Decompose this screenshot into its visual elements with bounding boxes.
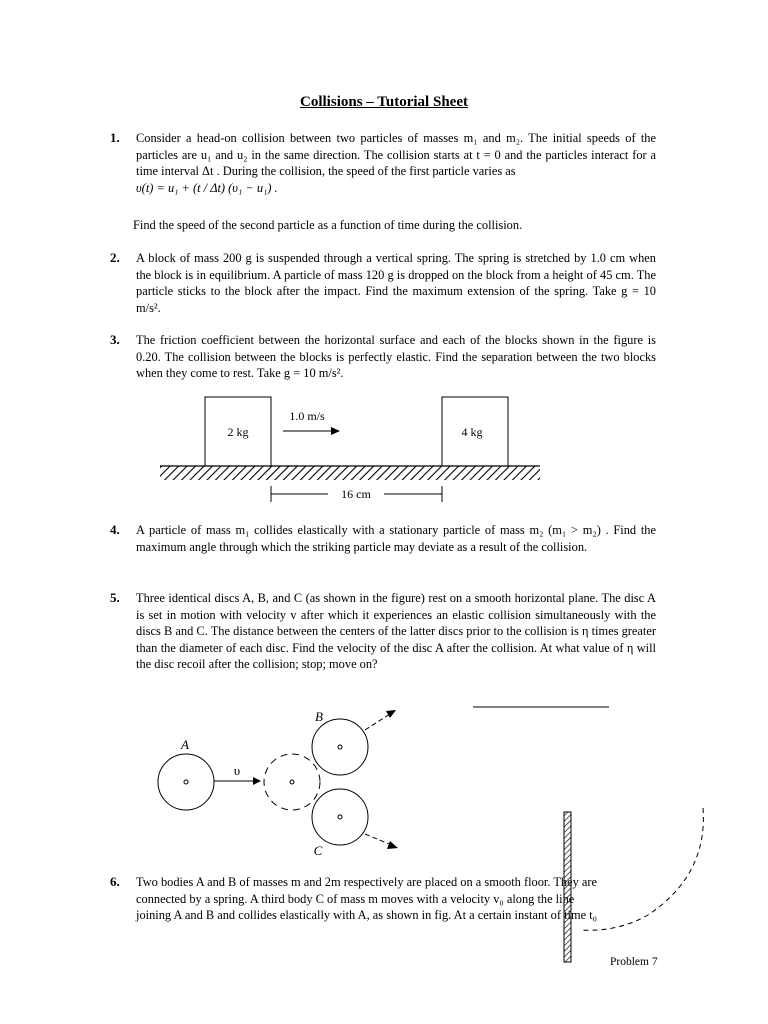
ground-hatch — [160, 466, 540, 480]
disc-a-center — [184, 780, 188, 784]
velocity-arrowhead — [331, 427, 340, 435]
problem-2-number: 2. — [110, 250, 120, 265]
problem-6-line-2: connected by a spring. A third body C of mass m moves with a velocity v₀ along the line — [136, 892, 575, 906]
problem-4-number: 4. — [110, 522, 120, 537]
trajectory-curve — [582, 808, 703, 930]
problem-7-caption: Problem 7 — [610, 956, 658, 968]
discs-figure — [150, 700, 410, 865]
disc-c-label: C — [313, 843, 323, 858]
problem-4-text: A particle of mass m₁ collides elastically with a stationary particle of mass m₂ (m₁ > m₂) . Find the maximum angle through which the striking particle may deviate as a result of the collision. — [136, 523, 656, 554]
problem-1-text: Consider a head-on collision between two particles of masses m₁ and m₂. The initial speeds of the particles are u₁ and u₂ in the same direction. The collision starts at t = 0 and the particles interact for a time interval Δt . During the collision, the speed of the first particle varies as — [136, 131, 656, 179]
problem-5-text: Three identical discs A, B, and C (as shown in the figure) rest on a smooth horizontal plane. The disc A is set in motion with velocity v after which it experiences an elastic collision simultaneously with the discs B and C. The distance between the centers of the latter discs prior to the collision is η times greater than the diameter of each disc. Find the velocity of the disc A after the collision. At what value of η will the disc recoil after the collision; stop; move on? — [136, 591, 656, 672]
disc-b-label: B — [315, 709, 323, 724]
disc-a-velocity-arrowhead — [253, 777, 261, 785]
disc-a-collision-center — [290, 780, 294, 784]
problem-3-text: The friction coefficient between the horizontal surface and each of the blocks shown in the figure is 0.20. The collision between the blocks is perfectly elastic. Find the separation between the two blocks when they come to rest. Take g = 10 m/s². — [136, 333, 656, 381]
distance-label: 16 cm — [341, 487, 371, 501]
disc-a — [158, 754, 214, 810]
disc-a-collision-position — [264, 754, 320, 810]
problem-1-number: 1. — [110, 130, 120, 145]
problem-7-figure — [470, 700, 768, 970]
problem-6-number: 6. — [110, 874, 120, 889]
disc-c-velocity-arrowhead — [387, 841, 398, 849]
problem-3-number: 3. — [110, 332, 120, 347]
block-4kg-label: 4 kg — [461, 425, 483, 439]
problem-6-line-1: Two bodies A and B of masses m and 2m respectively are placed on a smooth floor. They are — [136, 875, 598, 889]
problem-1-followup: Find the speed of the second particle as a function of time during the collision. — [133, 218, 523, 232]
problem-2-text: A block of mass 200 g is suspended through a vertical spring. The spring is stretched by 1.0 cm when the block is in equilibrium. A particle of mass 120 g is dropped on the block from a height of 45 cm. The particle sticks to the block after the impact. Find the maximum extension of the spring. Take g = 10 m/s². — [136, 251, 656, 315]
blocks-figure — [150, 392, 550, 507]
disc-c — [312, 789, 368, 845]
disc-b-center — [338, 745, 342, 749]
page-title: Collisions – Tutorial Sheet — [300, 94, 468, 110]
disc-a-label: A — [181, 737, 189, 752]
disc-b — [312, 719, 368, 775]
problem-1-formula: υ(t) = u₁ + (t / Δt) (υ₁ − u₁) . — [136, 181, 278, 195]
disc-c-center — [338, 815, 342, 819]
problem-6-line-3: joining A and B and collides elastically with A, as shown in fig. At a certain instant of time t₀ — [136, 908, 597, 922]
problem-5-number: 5. — [110, 590, 120, 605]
disc-b-velocity-arrowhead — [386, 710, 396, 718]
block-2kg-label: 2 kg — [227, 425, 249, 439]
velocity-symbol: υ — [233, 763, 241, 778]
velocity-label: 1.0 m/s — [289, 409, 325, 423]
